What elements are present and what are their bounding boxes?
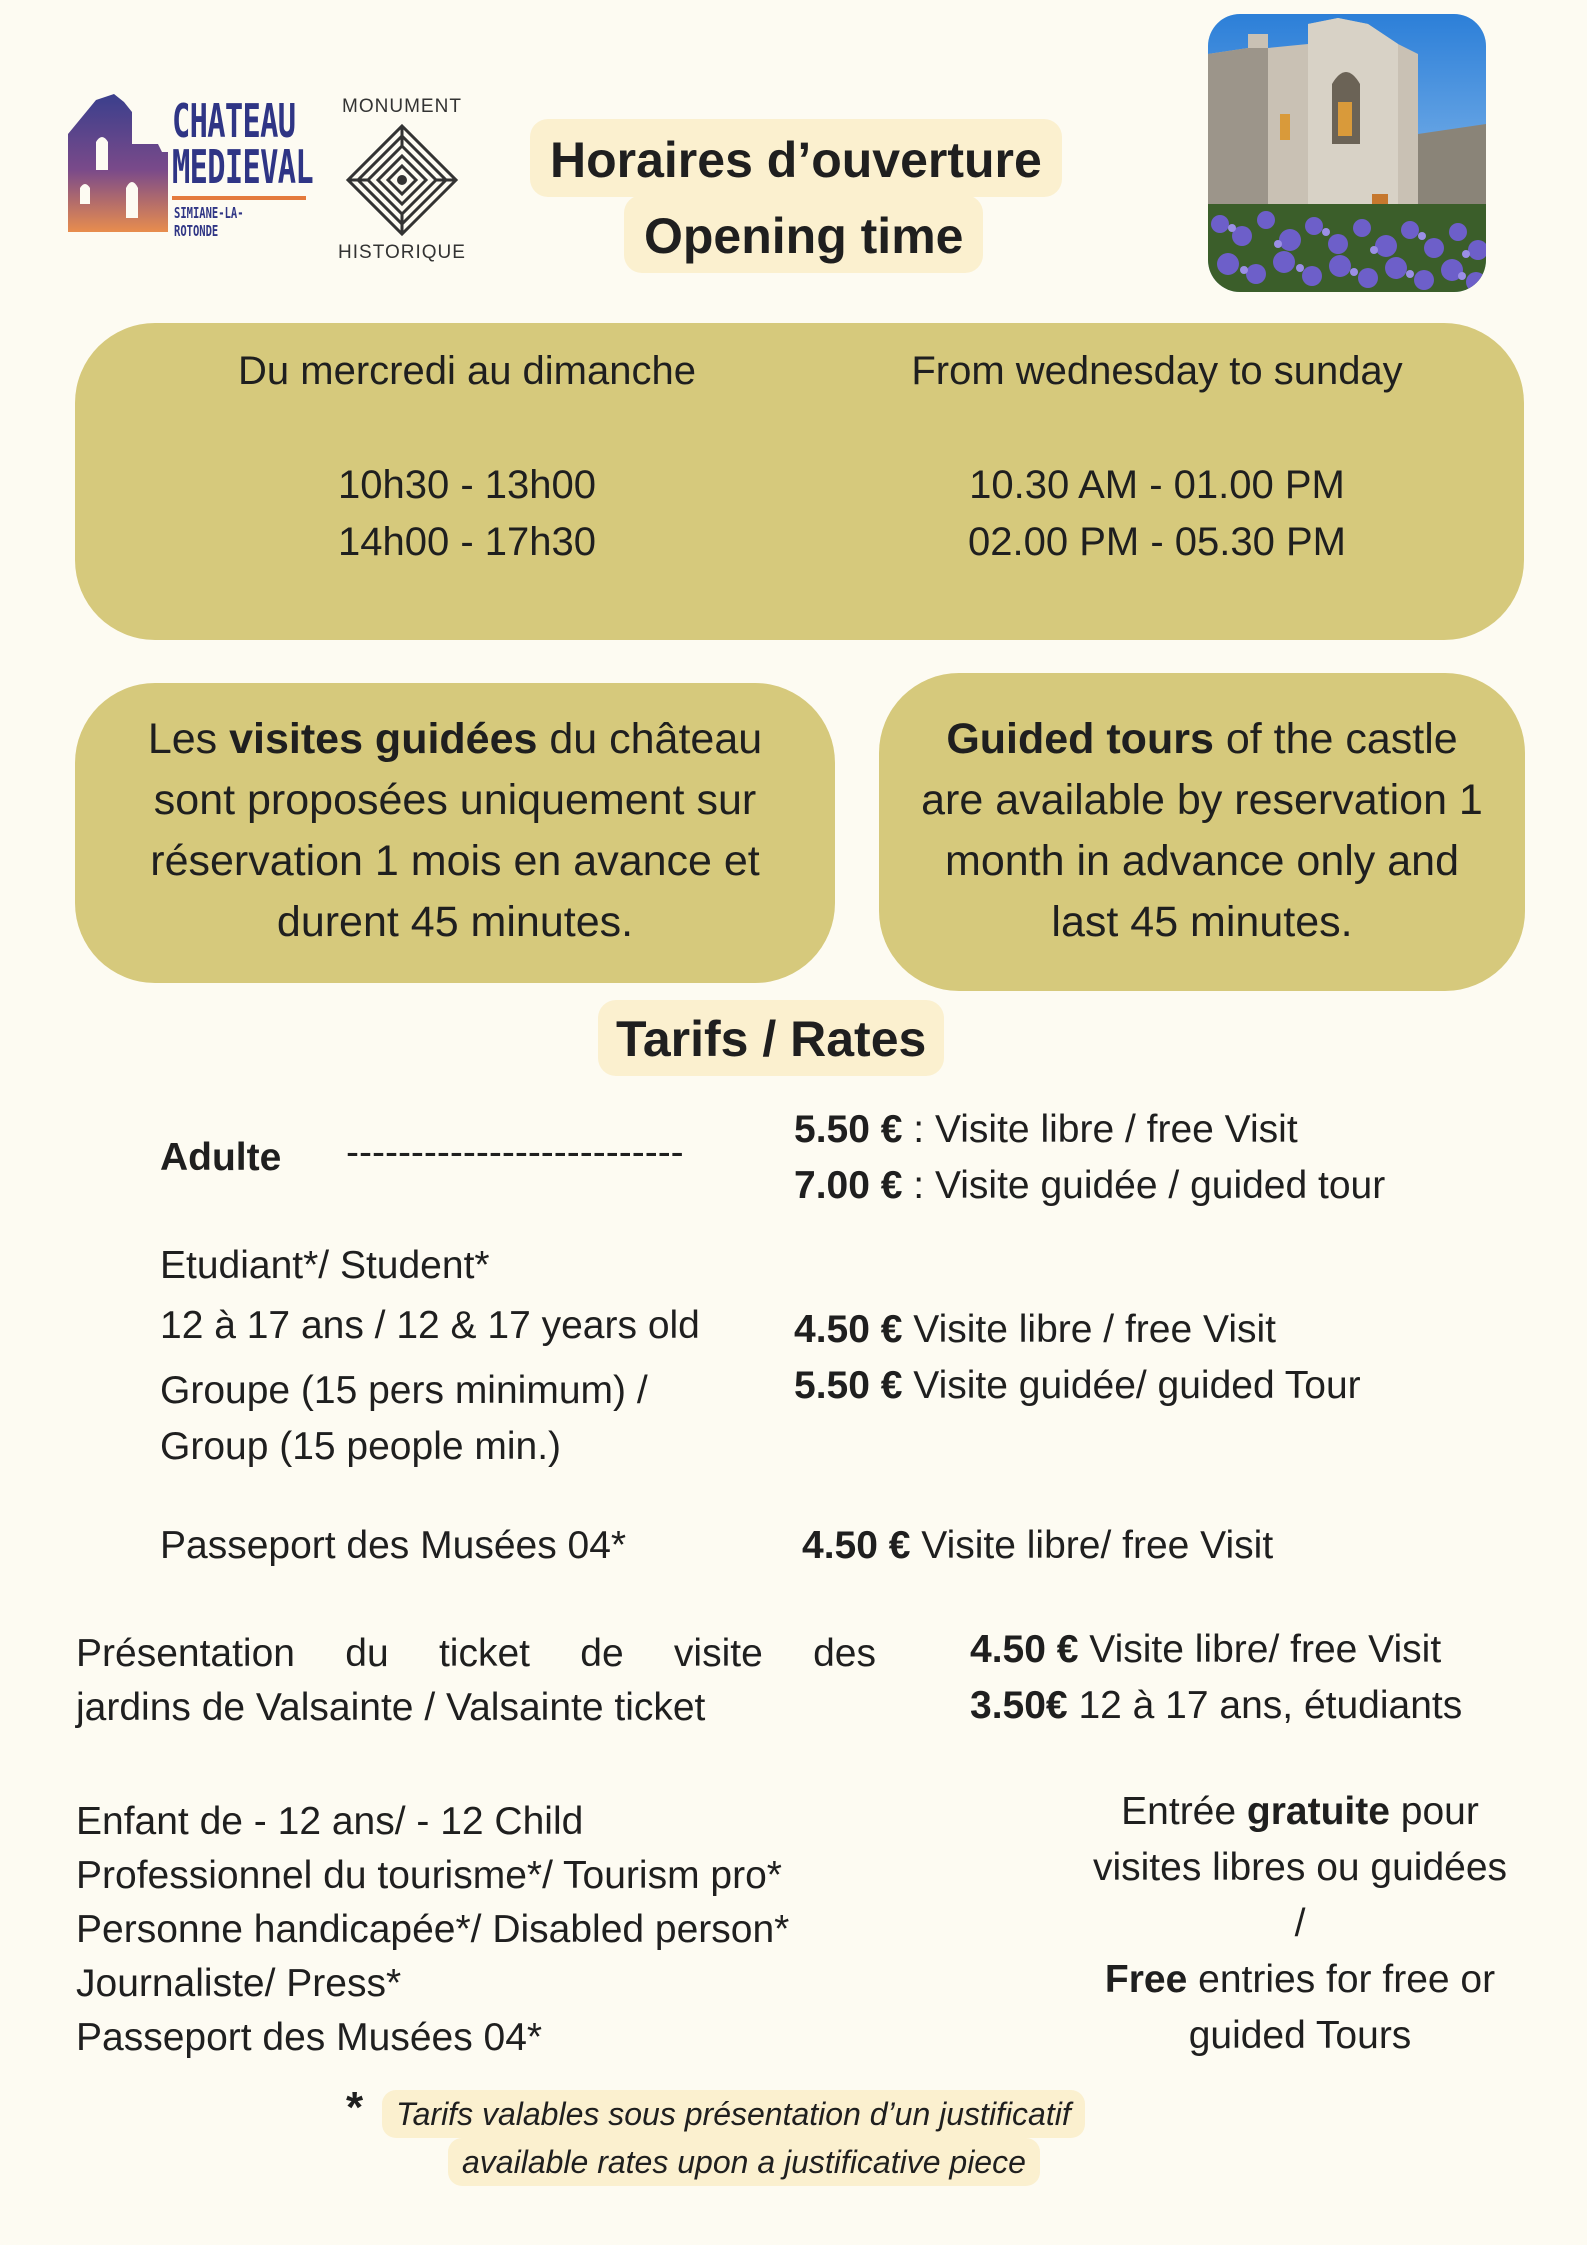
rate-valsainte-row-1 — [970, 1622, 1441, 1678]
footnote-line-1: Tarifs valables sous présentation d’un justificatif — [382, 2090, 1085, 2138]
title-en: Opening time — [624, 195, 983, 273]
free-note-post: pour — [1389, 1790, 1479, 1833]
castle-photo — [1208, 14, 1486, 292]
tours-en-post: of the castle — [1213, 715, 1458, 763]
rate-passport-row — [802, 1518, 1273, 1574]
title-fr: Horaires d’ouverture — [530, 119, 1062, 197]
hours-fr-morning: 10h30 - 13h00 — [337, 463, 596, 507]
historique-label: HISTORIQUE — [338, 242, 466, 263]
guided-tours-en-box — [879, 673, 1525, 991]
tours-fr-bold: visites guidées — [229, 715, 538, 763]
footnote-star: * — [346, 2083, 364, 2132]
rate-free-line-5: Passeport des Musées 04* — [76, 2016, 543, 2059]
rate-valsainte-price-1: 4.50 € — [970, 1628, 1079, 1671]
rate-reduced-price-1: 4.50 € — [794, 1308, 903, 1351]
tours-fr-line-4: durent 45 minutes. — [276, 898, 634, 946]
castle-photo-image — [1208, 14, 1486, 292]
rate-adult-price-2: 7.00 € — [794, 1164, 903, 1207]
valsainte-word: Présentation — [76, 1632, 295, 1675]
rate-reduced-line-3: Groupe (15 pers minimum) / — [160, 1369, 648, 1412]
tours-en-line-4: last 45 minutes. — [1051, 898, 1353, 946]
rate-valsainte-desc-1: Visite libre/ free Visit — [1078, 1628, 1442, 1671]
rate-adult-label: Adulte — [160, 1136, 282, 1179]
tours-fr-post: du château — [537, 715, 763, 763]
rates-title: Tarifs / Rates — [598, 1000, 944, 1076]
rate-reduced-line-1: Etudiant*/ Student* — [160, 1244, 490, 1287]
rate-reduced-line-4: Group (15 people min.) — [160, 1425, 562, 1468]
hours-en — [827, 343, 1487, 571]
rate-passport-price: 4.50 € — [802, 1524, 911, 1567]
rate-passport-label: Passeport des Musées 04* — [160, 1524, 627, 1567]
monument-label: MONUMENT — [342, 96, 462, 117]
tours-fr-line-2: sont proposées uniquement sur — [153, 776, 757, 824]
hours-fr-days: Du mercredi au dimanche — [238, 349, 696, 393]
rate-adult-row-1 — [794, 1102, 1298, 1158]
rate-reduced-line-2: 12 à 17 ans / 12 & 17 years old — [160, 1304, 700, 1347]
opening-hours-box — [75, 323, 1524, 640]
monument-historique-logo — [332, 96, 472, 266]
hours-en-days: From wednesday to sunday — [911, 349, 1403, 393]
free-note-bold: gratuite — [1246, 1790, 1390, 1833]
free-note-line-4 — [1030, 1952, 1570, 2008]
rate-reduced-price-2: 5.50 € — [794, 1364, 903, 1407]
hours-fr-afternoon: 14h00 - 17h30 — [337, 520, 596, 564]
guided-tours-fr-box — [75, 683, 835, 983]
hours-fr — [105, 343, 829, 571]
labyrinth-icon — [344, 122, 460, 238]
hours-en-morning: 10.30 AM - 01.00 PM — [969, 463, 1345, 507]
logo-line-1: CHATEAU — [172, 94, 296, 148]
rate-valsainte-row-2 — [970, 1678, 1462, 1734]
rate-passport-desc: Visite libre/ free Visit — [910, 1524, 1274, 1567]
free-note-line-1 — [1030, 1784, 1570, 1840]
tours-fr-line-3: réservation 1 mois en avance et — [150, 837, 760, 885]
rate-adult-desc-1: : Visite libre / free Visit — [902, 1108, 1298, 1151]
valsainte-word: des — [813, 1632, 876, 1675]
rate-reduced-row-2 — [794, 1358, 1361, 1414]
free-note-line-3: / — [1294, 1902, 1306, 1945]
rate-adult-desc-2: : Visite guidée / guided tour — [902, 1164, 1386, 1207]
hours-en-afternoon: 02.00 PM - 05.30 PM — [968, 520, 1346, 564]
rate-reduced-row-1 — [794, 1302, 1276, 1358]
valsainte-word: de — [580, 1632, 624, 1675]
tours-en-line-1 — [879, 709, 1525, 770]
rate-adult-price-1: 5.50 € — [794, 1108, 903, 1151]
rate-adult-row-2 — [794, 1158, 1385, 1214]
tours-fr-line-1 — [75, 709, 835, 770]
rate-adult-dashes: -------------------------- — [346, 1131, 684, 1174]
rate-free-line-2: Professionnel du tourisme*/ Tourism pro* — [76, 1854, 782, 1897]
rate-reduced-desc-2: Visite guidée/ guided Tour — [902, 1364, 1361, 1407]
chateau-logo — [66, 92, 316, 240]
free-note-pre: Entrée — [1121, 1790, 1247, 1833]
rate-valsainte-line-2: jardins de Valsainte / Valsainte ticket — [76, 1686, 706, 1729]
rate-valsainte-line-1 — [76, 1626, 876, 1682]
rate-free-note — [1030, 1784, 1570, 2064]
tours-fr-text — [75, 709, 835, 953]
rate-reduced-desc-1: Visite libre / free Visit — [902, 1308, 1276, 1351]
free-note-free-bold: Free — [1104, 1958, 1188, 2001]
tours-en-bold: Guided tours — [946, 715, 1214, 763]
valsainte-word: du — [345, 1632, 389, 1675]
free-note-line-2: visites libres ou guidées — [1092, 1846, 1508, 1889]
tours-fr-pre: Les — [147, 715, 230, 763]
rate-free-line-1: Enfant de - 12 ans/ - 12 Child — [76, 1800, 584, 1843]
free-note-free-post: entries for free or — [1187, 1958, 1496, 2001]
valsainte-word: ticket — [438, 1632, 530, 1675]
footnote-line-2: available rates upon a justificative piece — [448, 2138, 1040, 2186]
rate-free-line-4: Journaliste/ Press* — [76, 1962, 402, 2005]
free-note-line-5: guided Tours — [1188, 2014, 1412, 2057]
tours-en-text — [879, 709, 1525, 953]
valsainte-word: visite — [673, 1632, 763, 1675]
tours-en-line-3: month in advance only and — [945, 837, 1459, 885]
rate-valsainte-desc-2: 12 à 17 ans, étudiants — [1067, 1684, 1463, 1727]
rate-valsainte-price-2: 3.50€ — [970, 1684, 1068, 1727]
rate-free-line-3: Personne handicapée*/ Disabled person* — [76, 1908, 790, 1951]
tours-en-line-2: are available by reservation 1 — [921, 776, 1483, 824]
logo-line-3: SIMIANE-LA-ROTONDE — [174, 204, 244, 240]
logo-line-2: MEDIEVAL — [172, 140, 313, 194]
